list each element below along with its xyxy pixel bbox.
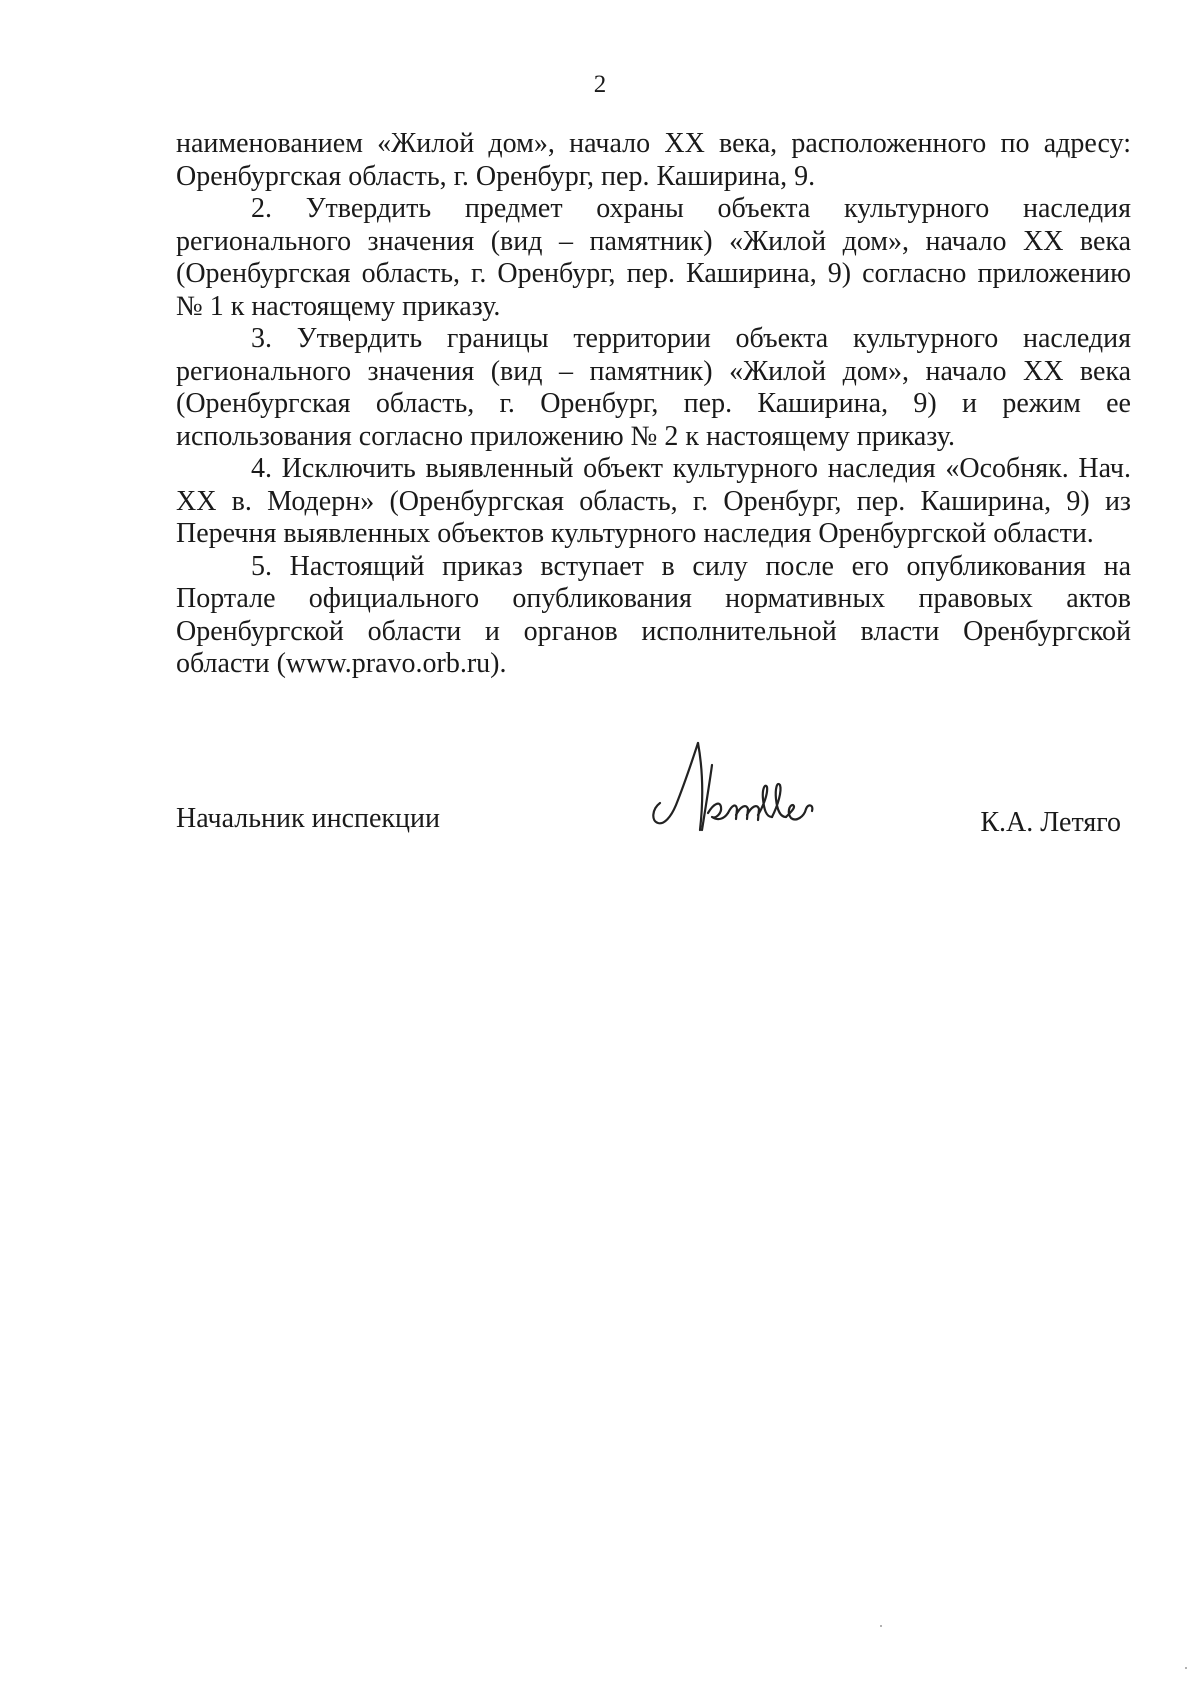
scan-speck [880,1625,882,1627]
paragraph-continuation: наименованием «Жилой дом», начало XX века, расположенного по адресу: Оренбургская область, г. Оренбург, пер. Каширина, 9. [176,128,1131,192]
paragraph-item-3: 3. Утвердить границы территории объекта культурного наследия регионального значения (вид – памятник) «Жилой дом», начало XX века (Оренбургская область, г. Оренбург, пер. Каширина, 9) и режим ее использования согласно приложению № 2 к настоящему приказу. [176,323,1131,452]
page-number: 2 [593,71,607,98]
signature-block [176,735,1131,845]
signer-position: Начальник инспекции [176,803,440,834]
signer-name: К.А. Летяго [980,807,1121,838]
paragraph-item-5: 5. Настоящий приказ вступает в силу после его опубликования на Портале официального опубликования нормативных правовых актов Оренбургской области и органов исполнительной власти Оренбургской области (www.pravo.orb.ru). [176,550,1131,679]
paragraph-item-4: 4. Исключить выявленный объект культурного наследия «Особняк. Нач. XX в. Модерн» (Оренбургская область, г. Оренбург, пер. Каширина, 9) из Перечня выявленных объектов культурного наследия Оренбургской области. [176,453,1131,549]
paragraph-item-2: 2. Утвердить предмет охраны объекта культурного наследия регионального значения (вид – памятник) «Жилой дом», начало XX века (Оренбургская область, г. Оренбург, пер. Каширина, 9) согласно приложению № 1 к настоящему приказу. [176,193,1131,322]
handwritten-signature [646,735,866,845]
scan-speck [1185,1667,1187,1669]
document-body [176,128,1131,681]
